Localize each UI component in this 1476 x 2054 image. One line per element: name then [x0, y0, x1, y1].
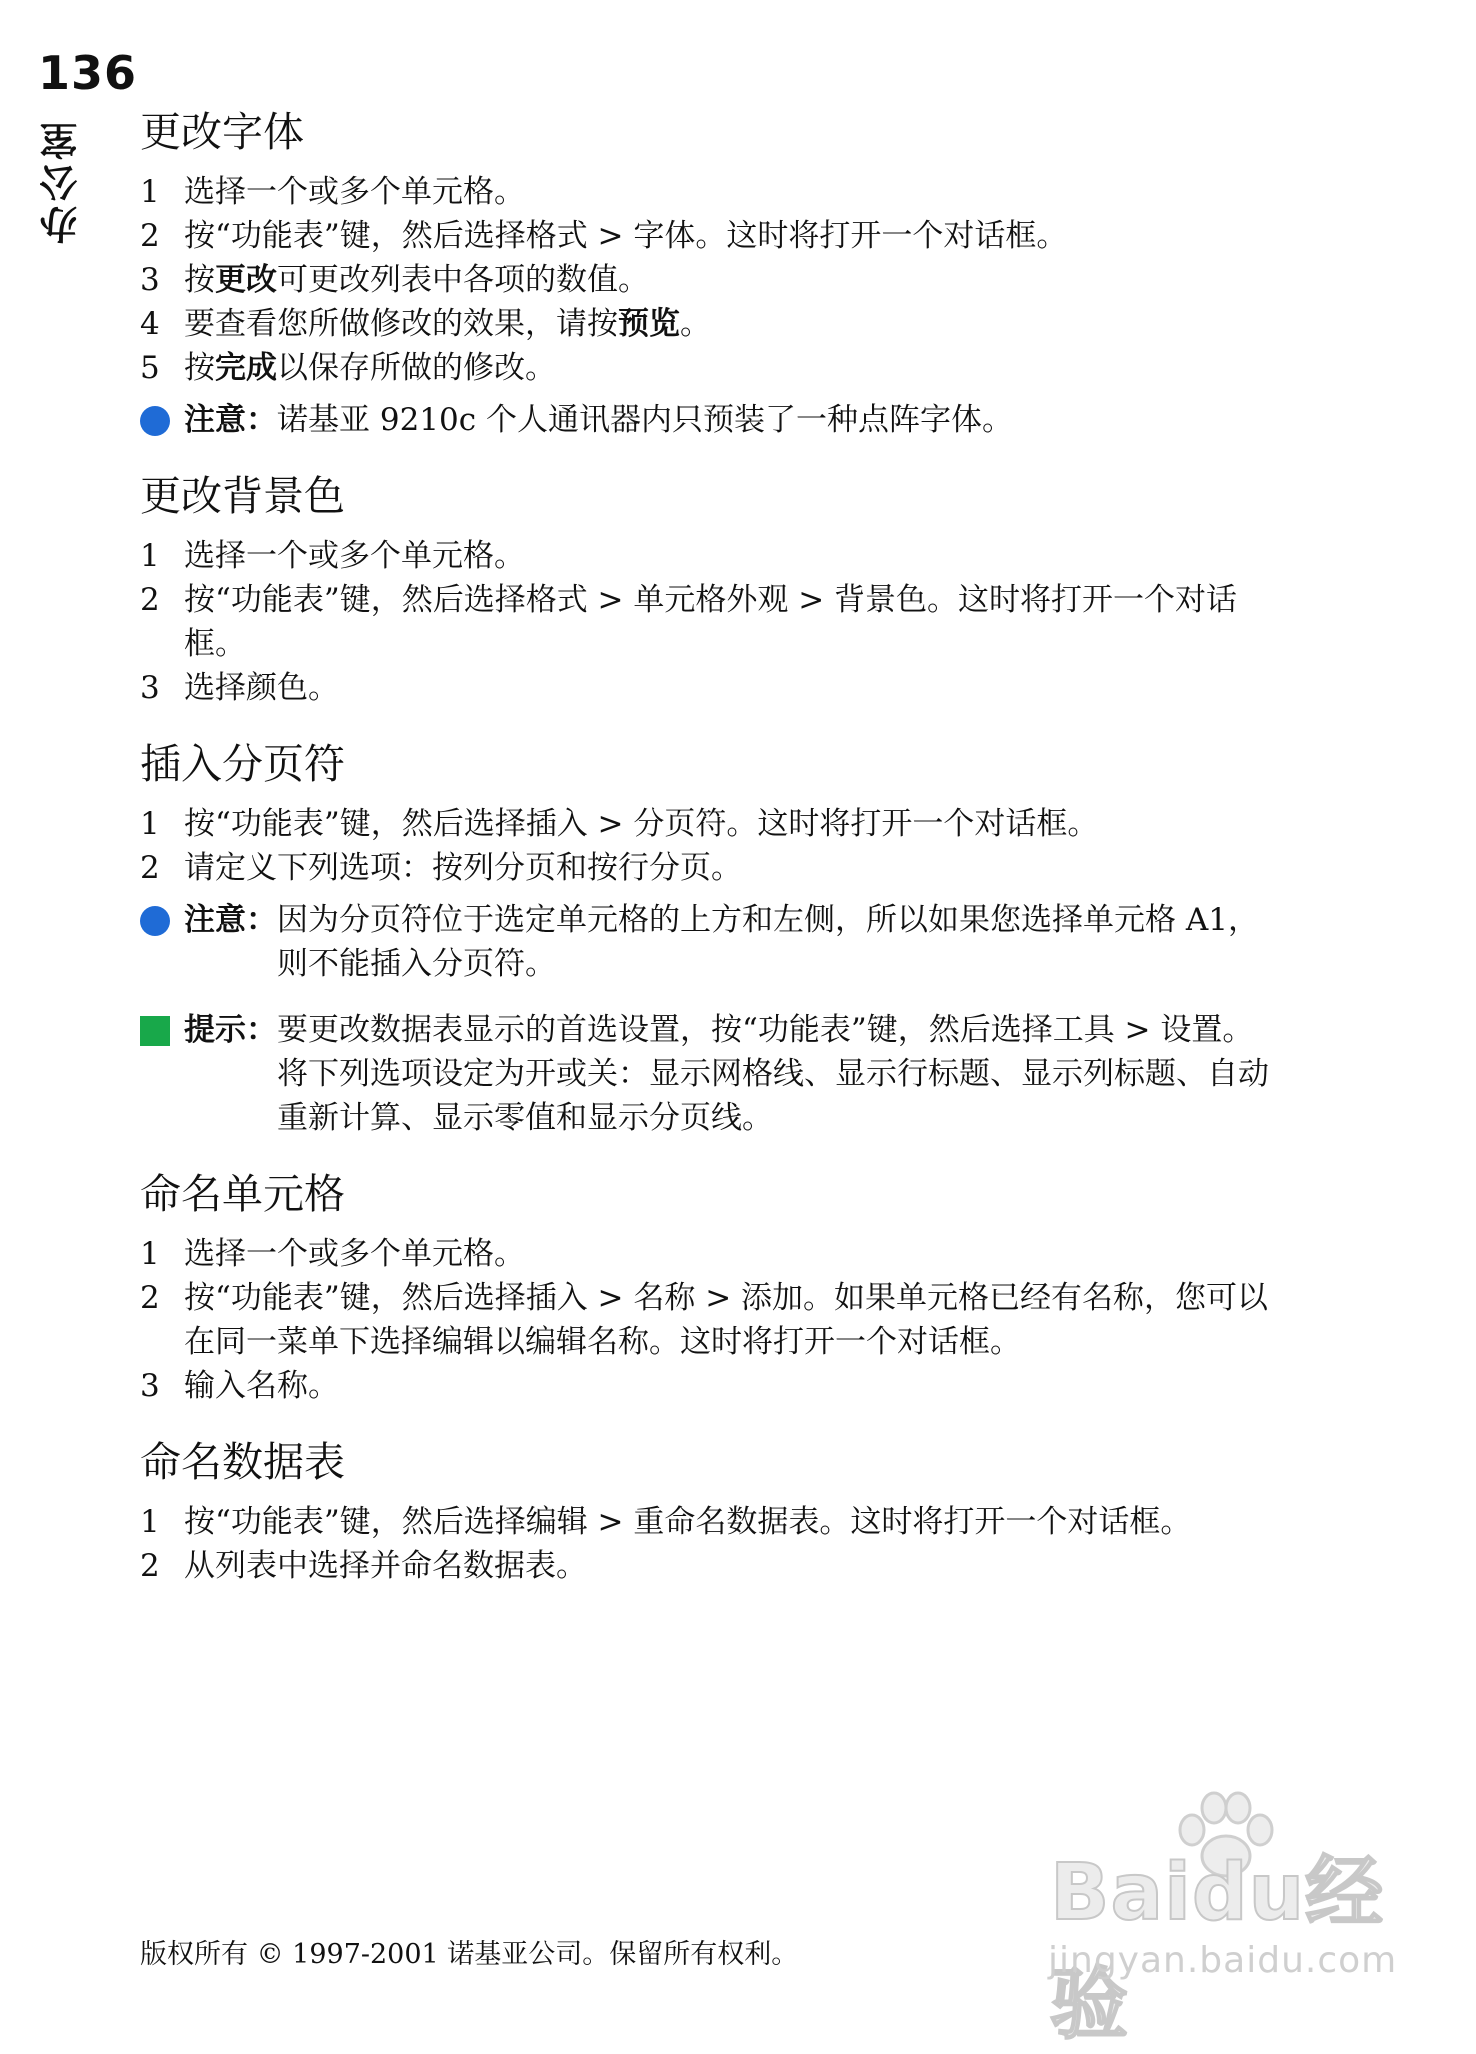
step-fragment: 按“功能表”键，然后选择插入 > 分页符。这时将打开一个对话框。 — [184, 806, 1099, 842]
section — [140, 736, 1280, 1140]
step-item — [140, 1276, 1280, 1364]
step-fragment: 按“功能表”键，然后选择格式 > 字体。这时将打开一个对话框。 — [184, 218, 1068, 254]
info-dot-icon — [140, 406, 170, 436]
step-number: 1 — [140, 174, 160, 210]
step-fragment: 按“功能表”键，然后选择插入 > 名称 > 添加。如果单元格已经有名称，您可以在同一菜单下选择编辑以编辑名称。这时将打开一个对话框。 — [184, 1280, 1269, 1360]
step-fragment: 选择一个或多个单元格。 — [184, 1236, 525, 1272]
step-item — [140, 258, 1280, 302]
step-text — [184, 1276, 1280, 1364]
step-number: 2 — [140, 850, 160, 886]
step-fragment: 。 — [680, 306, 711, 342]
step-fragment: 输入名称。 — [184, 1368, 339, 1404]
step-fragment: 以保存所做的修改。 — [277, 350, 556, 386]
step-number: 1 — [140, 538, 160, 574]
step-item — [140, 534, 1280, 578]
note-block — [140, 898, 1280, 986]
step-text — [184, 1544, 1280, 1588]
step-text — [184, 578, 1280, 666]
step-item — [140, 346, 1280, 390]
note-text: 要更改数据表显示的首选设置，按“功能表”键，然后选择工具 > 设置。将下列选项设定为开或关：显示网格线、显示行标题、显示列标题、自动重新计算、显示零值和显示分页线。 — [277, 1012, 1269, 1136]
step-number: 3 — [140, 262, 160, 298]
step-number: 1 — [140, 1504, 160, 1540]
step-list — [140, 802, 1280, 890]
step-text — [184, 302, 1280, 346]
step-text — [184, 1232, 1280, 1276]
step-item — [140, 578, 1280, 666]
watermark-brand: Baidu经验 — [1050, 1848, 1385, 2050]
step-item — [140, 846, 1280, 890]
step-fragment: 可更改列表中各项的数值。 — [277, 262, 649, 298]
step-number: 2 — [140, 1280, 160, 1316]
step-text — [184, 666, 1280, 710]
step-number: 2 — [140, 582, 160, 618]
section-title: 命名数据表 — [140, 1438, 345, 1486]
step-item — [140, 214, 1280, 258]
step-text — [184, 346, 1280, 390]
step-fragment: 选择颜色。 — [184, 670, 339, 706]
section — [140, 104, 1280, 442]
step-fragment: 选择一个或多个单元格。 — [184, 538, 525, 574]
section — [140, 1434, 1280, 1588]
step-fragment: 从列表中选择并命名数据表。 — [184, 1548, 587, 1584]
step-number: 1 — [140, 1236, 160, 1272]
step-text — [184, 846, 1280, 890]
step-item — [140, 302, 1280, 346]
step-number: 1 — [140, 806, 160, 842]
step-text — [184, 258, 1280, 302]
note-block — [140, 398, 1280, 442]
step-item — [140, 802, 1280, 846]
note-label: 注意： — [184, 902, 277, 938]
step-list — [140, 1232, 1280, 1408]
copyright-footer: 版权所有 © 1997-2001 诺基亚公司。保留所有权利。 — [140, 1939, 799, 1970]
step-item — [140, 170, 1280, 214]
note-label: 提示： — [184, 1012, 277, 1048]
step-fragment: 要查看您所做修改的效果，请按 — [184, 306, 618, 342]
watermark-url: jingyan.baidu.com — [1048, 1940, 1398, 1981]
note-text: 诺基亚 9210c 个人通讯器内只预装了一种点阵字体。 — [277, 402, 1013, 438]
step-item — [140, 666, 1280, 710]
step-item — [140, 1232, 1280, 1276]
step-fragment: 选择一个或多个单元格。 — [184, 174, 525, 210]
note-icon-wrap — [140, 398, 184, 442]
step-text — [184, 214, 1280, 258]
step-text — [184, 534, 1280, 578]
info-dot-icon — [140, 906, 170, 936]
tip-square-icon — [140, 1016, 170, 1046]
step-number: 3 — [140, 670, 160, 706]
chapter-tab: 办公室 — [40, 118, 84, 244]
step-number: 4 — [140, 306, 160, 342]
baidu-watermark — [1030, 1800, 1430, 2050]
emphasized-term: 预览 — [618, 306, 680, 342]
note-icon-wrap — [140, 1008, 184, 1140]
section — [140, 1166, 1280, 1408]
main-content — [140, 104, 1280, 1614]
note-icon-wrap — [140, 898, 184, 986]
step-fragment: 按“功能表”键，然后选择编辑 > 重命名数据表。这时将打开一个对话框。 — [184, 1504, 1192, 1540]
section-title: 更改字体 — [140, 108, 304, 156]
section-title: 插入分页符 — [140, 740, 345, 788]
section-title: 命名单元格 — [140, 1170, 345, 1218]
step-fragment: 按 — [184, 350, 215, 386]
step-number: 5 — [140, 350, 160, 386]
step-list — [140, 170, 1280, 390]
emphasized-term: 更改 — [215, 262, 277, 298]
tip-block — [140, 1008, 1280, 1140]
step-item — [140, 1544, 1280, 1588]
step-item — [140, 1364, 1280, 1408]
step-text — [184, 1500, 1280, 1544]
step-item — [140, 1500, 1280, 1544]
emphasized-term: 完成 — [215, 350, 277, 386]
step-list — [140, 534, 1280, 710]
step-number: 2 — [140, 1548, 160, 1584]
section — [140, 468, 1280, 710]
step-fragment: 按“功能表”键，然后选择格式 > 单元格外观 > 背景色。这时将打开一个对话框。 — [184, 582, 1238, 662]
step-list — [140, 1500, 1280, 1588]
step-number: 3 — [140, 1368, 160, 1404]
step-fragment: 请定义下列选项：按列分页和按行分页。 — [184, 850, 742, 886]
note-label: 注意： — [184, 402, 277, 438]
step-text — [184, 1364, 1280, 1408]
step-text — [184, 802, 1280, 846]
step-fragment: 按 — [184, 262, 215, 298]
section-title: 更改背景色 — [140, 472, 345, 520]
note-text: 因为分页符位于选定单元格的上方和左侧，所以如果您选择单元格 A1，则不能插入分页符。 — [277, 902, 1259, 982]
step-number: 2 — [140, 218, 160, 254]
page-number: 136 — [38, 46, 138, 100]
step-text — [184, 170, 1280, 214]
